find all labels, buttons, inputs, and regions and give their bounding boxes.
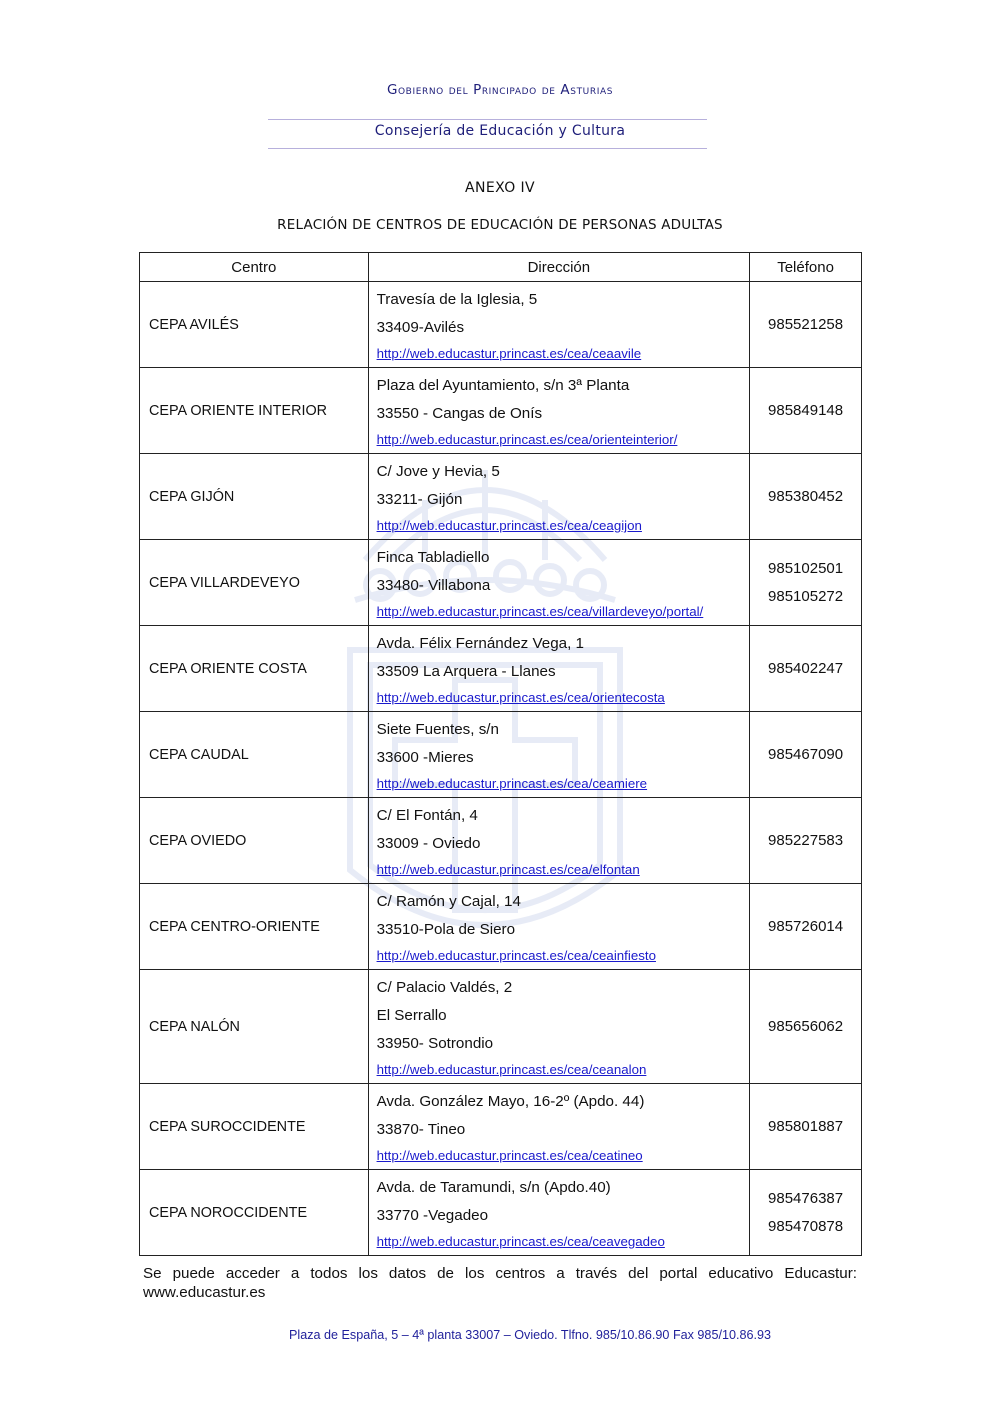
centre-name: CEPA NALÓN: [140, 970, 369, 1084]
table-row: [140, 454, 862, 540]
phone-number: 985467090: [768, 745, 844, 763]
address-line: Avda. González Mayo, 16-2º (Apdo. 44): [376, 1093, 645, 1110]
table-row: [140, 368, 862, 454]
phone-number: 985849148: [768, 401, 844, 419]
header-rule-top: [268, 119, 707, 120]
address-line: C/ Palacio Valdés, 2: [376, 979, 513, 996]
phone-number: 985476387: [768, 1189, 844, 1207]
centre-name: CEPA GIJÓN: [140, 454, 369, 540]
centre-website-link[interactable]: http://web.educastur.princast.es/cea/ceagijon: [376, 518, 642, 533]
address-line: C/ El Fontán, 4: [376, 807, 478, 824]
table-row: [140, 282, 862, 368]
address-line: Travesía de la Iglesia, 5: [376, 291, 538, 308]
table-header-row: [140, 253, 862, 282]
centre-address: [368, 970, 750, 1084]
centre-website-link[interactable]: http://web.educastur.princast.es/cea/ceatineo: [376, 1148, 643, 1163]
centre-name: CEPA AVILÉS: [140, 282, 369, 368]
centre-phone: [750, 1170, 862, 1256]
government-header: Gobierno del Principado de Asturias: [386, 82, 614, 98]
address-line: Avda. Félix Fernández Vega, 1: [376, 635, 584, 652]
footer-address: Plaza de España, 5 – 4ª planta 33007 – Oviedo. Tlfno. 985/10.86.90 Fax 985/10.86.93: [289, 1328, 771, 1342]
centre-website-link[interactable]: http://web.educastur.princast.es/cea/elfontan: [376, 862, 640, 877]
phone-number: 985227583: [768, 831, 844, 849]
centre-address: [368, 798, 750, 884]
address-line: 33009 - Oviedo: [376, 835, 481, 852]
centre-phone: [750, 454, 862, 540]
centre-name: CEPA OVIEDO: [140, 798, 369, 884]
centre-website-link[interactable]: http://web.educastur.princast.es/cea/ceavegadeo: [376, 1234, 665, 1249]
address-line: Siete Fuentes, s/n: [376, 721, 499, 738]
phone-number: 985521258: [768, 315, 844, 333]
phone-number: 985102501: [768, 559, 844, 577]
centre-name: CEPA VILLARDEVEYO: [140, 540, 369, 626]
table-row: [140, 626, 862, 712]
centre-name: CEPA CAUDAL: [140, 712, 369, 798]
centre-phone: [750, 626, 862, 712]
column-header-telefono: Teléfono: [750, 253, 862, 282]
centre-address: [368, 282, 750, 368]
centre-website-link[interactable]: http://web.educastur.princast.es/cea/orienteinterior/: [376, 432, 678, 447]
column-header-centro: Centro: [140, 253, 369, 282]
centre-phone: [750, 884, 862, 970]
address-line: 33770 -Vegadeo: [376, 1207, 489, 1224]
address-line: C/ Ramón y Cajal, 14: [376, 893, 521, 910]
centre-address: [368, 884, 750, 970]
header-rule-bottom: [268, 148, 707, 149]
table-row: [140, 1084, 862, 1170]
centre-name: CEPA SUROCCIDENTE: [140, 1084, 369, 1170]
column-header-direccion: Dirección: [368, 253, 750, 282]
centre-phone: [750, 1084, 862, 1170]
address-line: 33600 -Mieres: [376, 749, 474, 766]
address-line: El Serrallo: [376, 1007, 447, 1024]
address-line: 33409-Avilés: [376, 319, 465, 336]
centre-address: [368, 626, 750, 712]
phone-number: 985656062: [768, 1017, 844, 1035]
address-line: 33509 La Arquera - Llanes: [376, 663, 556, 680]
table-row: [140, 1170, 862, 1256]
address-line: 33950- Sotrondio: [376, 1035, 494, 1052]
centre-website-link[interactable]: http://web.educastur.princast.es/cea/villardeveyo/portal/: [376, 604, 704, 619]
centre-website-link[interactable]: http://web.educastur.princast.es/cea/ceainfiesto: [376, 948, 656, 963]
centre-address: [368, 540, 750, 626]
centre-name: CEPA CENTRO-ORIENTE: [140, 884, 369, 970]
table-row: [140, 884, 862, 970]
centre-phone: [750, 712, 862, 798]
address-line: 33211- Gijón: [376, 491, 463, 508]
address-line: 33550 - Cangas de Onís: [376, 405, 543, 422]
centre-phone: [750, 282, 862, 368]
phone-number: 985726014: [768, 917, 844, 935]
table-row: [140, 798, 862, 884]
centre-name: CEPA NOROCCIDENTE: [140, 1170, 369, 1256]
centre-address: [368, 1170, 750, 1256]
educastur-note: Se puede acceder a todos los datos de los centros a través del portal educativo Educastur: www.educastur.es: [143, 1265, 857, 1301]
address-line: 33510-Pola de Siero: [376, 921, 516, 938]
centre-phone: [750, 540, 862, 626]
phone-number: 985801887: [768, 1117, 844, 1135]
centre-website-link[interactable]: http://web.educastur.princast.es/cea/ceaavile: [376, 346, 642, 361]
centre-website-link[interactable]: http://web.educastur.princast.es/cea/ceanalon: [376, 1062, 647, 1077]
table-row: [140, 540, 862, 626]
centre-address: [368, 712, 750, 798]
phone-number: 985470878: [768, 1217, 844, 1235]
phone-number: 985402247: [768, 659, 844, 677]
phone-number: 985380452: [768, 487, 844, 505]
centre-phone: [750, 798, 862, 884]
department-header: Consejería de Educación y Cultura: [374, 123, 626, 139]
centres-table: [139, 252, 862, 1256]
table-row: [140, 712, 862, 798]
centre-address: [368, 454, 750, 540]
centre-website-link[interactable]: http://web.educastur.princast.es/cea/orientecosta: [376, 690, 665, 705]
address-line: 33480- Villabona: [376, 577, 491, 594]
centre-address: [368, 1084, 750, 1170]
centre-name: CEPA ORIENTE COSTA: [140, 626, 369, 712]
phone-number: 985105272: [768, 587, 844, 605]
centre-address: [368, 368, 750, 454]
centre-name: CEPA ORIENTE INTERIOR: [140, 368, 369, 454]
address-line: C/ Jove y Hevia, 5: [376, 463, 500, 480]
address-line: Finca Tabladiello: [376, 549, 490, 566]
table-row: [140, 970, 862, 1084]
address-line: Plaza del Ayuntamiento, s/n 3ª Planta: [376, 377, 630, 394]
document-title: RELACIÓN DE CENTROS DE EDUCACIÓN DE PERSONAS ADULTAS: [277, 217, 723, 233]
centre-website-link[interactable]: http://web.educastur.princast.es/cea/ceamiere: [376, 776, 648, 791]
address-line: 33870- Tineo: [376, 1121, 466, 1138]
centre-phone: [750, 368, 862, 454]
address-line: Avda. de Taramundi, s/n (Apdo.40): [376, 1179, 611, 1196]
centre-phone: [750, 970, 862, 1084]
annex-label: ANEXO IV: [465, 180, 535, 196]
